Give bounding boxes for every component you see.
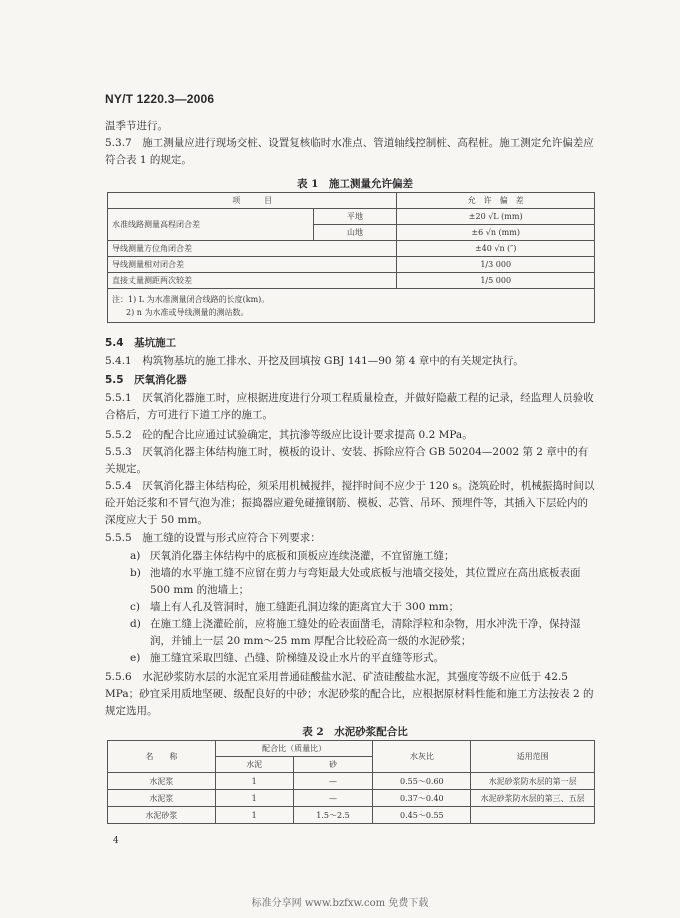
list-item-text: 墙上有人孔及管洞时，施工缝距孔洞边缘的距离宜大于 300 mm； [150, 601, 460, 613]
clause-5-3-7: 5.3.7 施工测量应进行现场交桩、设置复核临时水准点、管道轴线控制桩、高程桩。施工测定允许偏差应符合表 1 的规定。 [105, 137, 594, 166]
table2-head-name: 名 称 [108, 741, 216, 773]
page-number: 4 [113, 836, 119, 846]
table1-cell: 1/5 000 [397, 273, 595, 289]
table1-cell: 导线测量方位角闭合差 [108, 241, 397, 257]
list-item-mark: d) [130, 618, 141, 630]
table2-head-ratio: 配合比（质量比） [215, 741, 373, 757]
table1-note-1: 注：1) L 为水准测量闭合线路的长度(km)。 [112, 294, 270, 304]
list-item-text: 厌氧消化器主体结构中的底板和顶板应连续浇灌，不宜留施工缝； [150, 550, 455, 562]
clause-5-5-2: 5.5.2 砼的配合比应通过试验确定，其抗渗等级应比设计要求提高 0.2 MPa。 [105, 429, 473, 441]
table2-cell: 0.37～0.40 [373, 790, 471, 807]
footer [0, 894, 680, 909]
clause-5-5-6: 5.5.6 水泥砂浆防水层的水泥宜采用普通硅酸盐水泥、矿渣硅酸盐水泥，其强度等级不应低于 42.5 MPa；砂宜采用质地坚硬、级配良好的中砂；水泥砂浆的配合比，应根据原材料性能和施工方法按表 2 的规定选用。 [105, 671, 594, 717]
list-item-mark: c) [130, 601, 140, 613]
table1-cell: 山地 [313, 225, 397, 241]
table2 [107, 740, 595, 824]
table1-head-item: 项 目 [108, 193, 397, 209]
table2-cell: 水泥浆 [108, 790, 216, 807]
table1-cell: 导线测量相对闭合差 [108, 257, 397, 273]
table2-cell: 水泥砂浆 [108, 807, 216, 824]
clause-5-5-1: 5.5.1 厌氧消化器施工时，应根据进度进行分项工程质量检查，并做好隐蔽工程的记录，经监理人员验收合格后，方可进行下道工序的施工。 [105, 392, 594, 421]
table1-notes [108, 289, 595, 323]
footer-text: 标准分享网 www.bzfxw.com 免费下载 [251, 898, 429, 909]
table2-cell: 0.55～0.60 [373, 773, 471, 790]
table1-caption: 表 1 施工测量允许偏差 [297, 178, 413, 190]
table2-head-cement: 水泥 [215, 757, 293, 773]
table2-cell: 水泥砂浆防水层的第一层 [471, 773, 595, 790]
section-5-5-title: 5.5 厌氧消化器 [105, 374, 187, 386]
standard-code: NY/T 1220.3—2006 [105, 92, 215, 106]
table2-cell [471, 807, 595, 824]
table2-cell: 1 [215, 807, 293, 824]
clause-5-5-3: 5.5.3 厌氧消化器主体结构施工时，模板的设计、安装、拆除应符合 GB 50204—2002 第 2 章中的有关规定。 [105, 446, 589, 475]
table2-head-sand: 砂 [293, 757, 373, 773]
table1-head-deviation: 允 许 偏 差 [397, 193, 595, 209]
table2-cell: 1.5～2.5 [293, 807, 373, 824]
table2-cell: 1 [215, 790, 293, 807]
table-row [108, 790, 595, 807]
paragraph-continued: 温季节进行。 [105, 120, 168, 132]
table1-cell: 水准线路测量高程闭合差 [108, 209, 314, 241]
table2-cell: — [293, 790, 373, 807]
table1-cell: ±20 √L (mm) [397, 209, 595, 225]
list-item-mark: e) [130, 652, 141, 664]
table2-cell: 水泥砂浆防水层的第三、五层 [471, 790, 595, 807]
clause-5-5-5: 5.5.5 施工缝的设置与形式应符合下列要求： [105, 532, 321, 544]
table2-cell: — [293, 773, 373, 790]
table1-cell: 直接丈量测距两次较差 [108, 273, 397, 289]
table1-cell: ±6 √n (mm) [397, 225, 595, 241]
table-row [108, 807, 595, 824]
section-5-5-heading [105, 372, 595, 389]
section-5-4-title: 5.4 基坑施工 [105, 337, 177, 349]
list-item-mark: b) [130, 567, 141, 579]
table1-cell: 平地 [313, 209, 397, 225]
table1-cell: ±40 √n (″) [397, 241, 595, 257]
table-row [108, 773, 595, 790]
table2-cell: 1 [215, 773, 293, 790]
table1-note-2: 2) n 为水准或导线测量的测站数。 [126, 307, 249, 317]
table2-cell: 水泥浆 [108, 773, 216, 790]
section-5-4-heading [105, 335, 595, 352]
table1-cell: 1/3 000 [397, 257, 595, 273]
list-item-text: 在施工缝上浇灌砼前，应将施工缝处的砼表面凿毛，清除浮粒和杂物，用水冲洗干净，保持湿润，并铺上一层 20 mm～25 mm 厚配合比较砼高一级的水泥砂浆； [150, 618, 581, 647]
clause-5-5-4: 5.5.4 厌氧消化器主体结构砼，须采用机械搅拌，搅拌时间不应少于 120 s。浇筑砼时，机械振捣时间以砼开始泛浆和不冒气泡为准；振捣器应避免碰撞钢筋、模板、芯管、吊环、预埋件等，其插入下层砼内的深度应大于 50 mm。 [105, 480, 595, 526]
list-item-text: 池墙的水平施工缝不应留在剪力与弯矩最大处或底板与池墙交接处，其位置应在高出底板表面 500 mm 的池墙上； [150, 567, 581, 596]
list-item-mark: a) [130, 550, 141, 562]
clause-5-4-1: 5.4.1 构筑物基坑的施工排水、开挖及回填按 GBJ 141—90 第 4 章中的有关规定执行。 [105, 355, 524, 367]
table2-head-wc: 水灰比 [373, 741, 471, 773]
table1 [107, 192, 595, 323]
table2-caption: 表 2 水泥砂浆配合比 [302, 726, 408, 738]
table2-head-scope: 适用范围 [471, 741, 595, 773]
table2-cell: 0.45～0.55 [373, 807, 471, 824]
list-item-text: 施工缝宜采取凹缝、凸缝、阶梯缝及设止水片的平直缝等形式。 [150, 652, 444, 664]
